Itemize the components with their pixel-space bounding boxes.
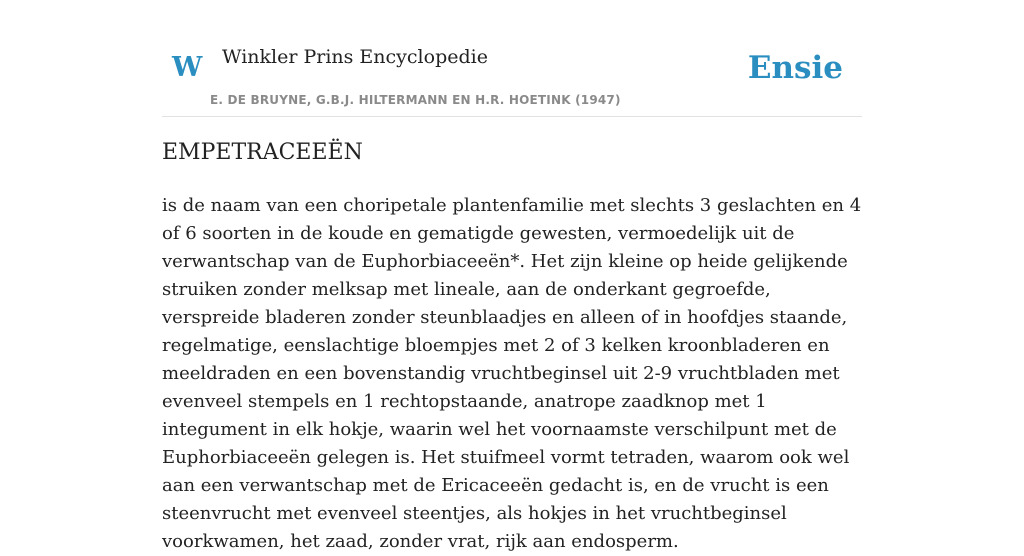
- header: [162, 38, 862, 117]
- entry-title: EMPETRACEEËN: [162, 140, 363, 165]
- publication-logo[interactable]: W: [172, 52, 203, 83]
- site-logo[interactable]: Ensie: [747, 50, 843, 86]
- publication-title: Winkler Prins Encyclopedie: [222, 46, 488, 68]
- publication-authors: E. DE BRUYNE, G.B.J. HILTERMANN EN H.R. HOETINK (1947): [210, 93, 621, 107]
- entry-body: is de naam van een choripetale plantenfamilie met slechts 3 geslachten en 4 of 6 soorten in de koude en gematigde gewesten, vermoedelijk uit de verwantschap van de Euphorbiaceeën*. Het zijn kleine op heide gelijkende struiken zonder melksap met lineale, aan de onderkant gegroefde, verspreide bladeren zonder steunblaadjes en alleen of in hoofdjes staande, regelmatige, eenslachtige bloempjes met 2 of 3 kelken kroonbladeren en meeldraden en een bovenstandig vruchtbeginsel uit 2-9 vruchtbladen met evenveel stempels en 1 rechtopstaande, anatrope zaadknop met 1 integument in elk hokje, waarin wel het voornaamste verschilpunt met de Euphorbiaceeën gelegen is. Het stuifmeel vormt tetraden, waarom ook wel aan een verwantschap met de Ericaceeën gedacht is, en de vrucht is een steenvrucht met evenveel steentjes, als hokjes in het vruchtbeginsel voorkwamen, het zaad, zonder vrat, rijk aan endosperm.: [162, 195, 862, 552]
